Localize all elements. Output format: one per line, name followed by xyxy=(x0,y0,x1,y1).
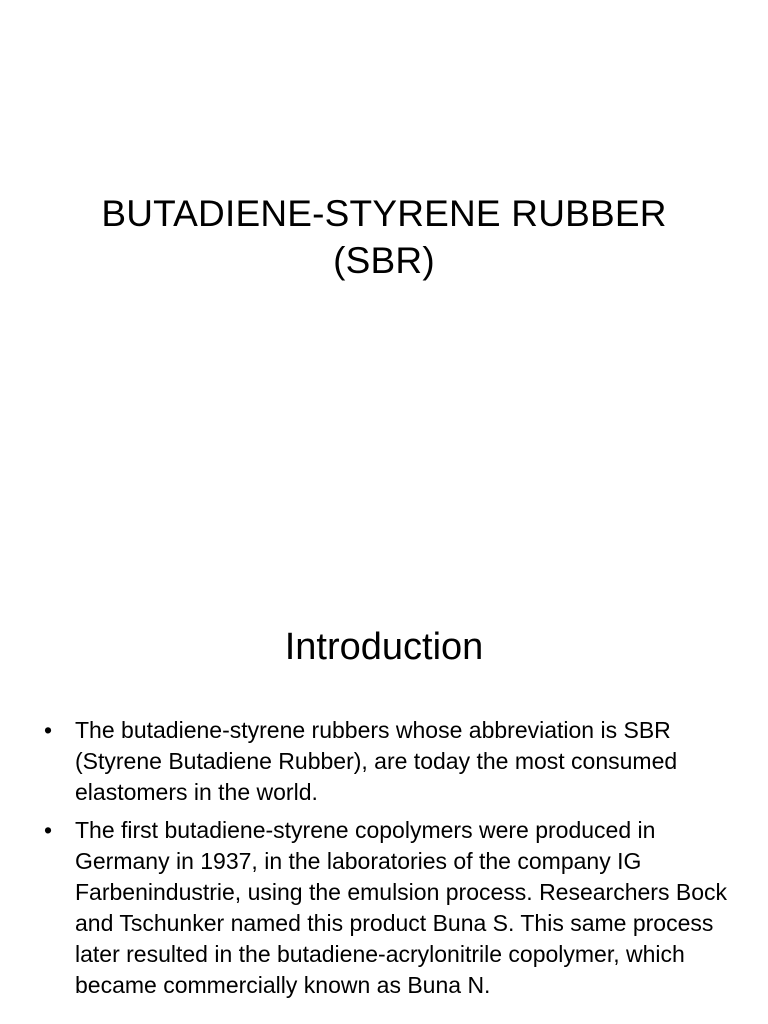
slide-heading: Introduction xyxy=(284,626,484,668)
slide-title xyxy=(0,190,768,284)
bullet-list xyxy=(44,715,734,1008)
bullet-item xyxy=(44,715,734,808)
introduction-slide xyxy=(0,576,768,1024)
bullet-text: The butadiene-styrene rubbers whose abbreviation is SBR (Styrene Butadiene Rubber), are today the most consumed elastomers in the world. xyxy=(75,717,678,805)
slide-title-line-2: (SBR) xyxy=(333,240,435,281)
bullet-item xyxy=(44,815,734,1001)
slide-title-line-1: BUTADIENE-STYRENE RUBBER xyxy=(101,193,667,234)
bullet-text: The first butadiene-styrene copolymers were produced in Germany in 1937, in the laboratories of the company IG Farbenindustrie, using the emulsion process. Researchers Bock and Tschunker named this product Buna S. This same process later resulted in the butadiene-acrylonitrile copolymer, which became commercially known as Buna N. xyxy=(75,817,727,998)
bullet-icon: • xyxy=(44,817,53,843)
bullet-icon: • xyxy=(44,717,53,743)
